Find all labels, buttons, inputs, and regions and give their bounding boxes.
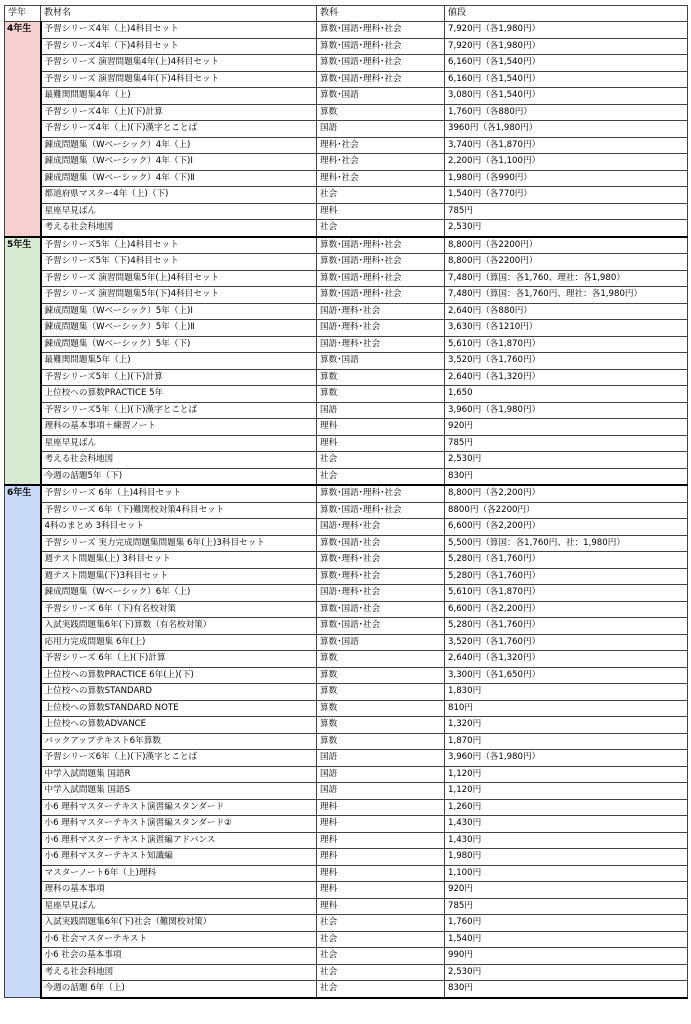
table-row [5, 552, 688, 569]
textbook-name-cell: 錬成問題集（Wベーシック）5年（下) [41, 336, 317, 353]
price-cell: 1,870円 [445, 733, 688, 750]
table-row [5, 452, 688, 469]
table-row [5, 981, 688, 998]
table-row [5, 931, 688, 948]
textbook-name-cell: 予習シリーズ 演習問題集4年(下)4科目セット [41, 71, 317, 88]
textbook-name-cell: 予習シリーズ5年（上)(下)漢字とことば [41, 402, 317, 419]
table-row [5, 121, 688, 138]
textbook-name-cell: 予習シリーズ4年（上)(下)計算 [41, 104, 317, 121]
subject-cell: 理科 [317, 799, 445, 816]
table-row [5, 468, 688, 485]
textbook-name-cell: 錬成問題集（Wベーシック）4年（上) [41, 137, 317, 154]
textbook-name-cell: 応用力完成問題集 6年(上) [41, 634, 317, 651]
header-row [5, 6, 688, 22]
subject-cell: 国語･理科･社会 [317, 585, 445, 602]
subject-cell: 算数･国語 [317, 353, 445, 370]
grade-label: 4年生 [5, 22, 41, 237]
textbook-name-cell: 上位校への算数STANDARD NOTE [41, 700, 317, 717]
table-row [5, 353, 688, 370]
subject-cell: 理科 [317, 898, 445, 915]
subject-cell: 算数 [317, 700, 445, 717]
price-cell: 6,160円（各1,540円） [445, 55, 688, 72]
table-row [5, 187, 688, 204]
table-row [5, 700, 688, 717]
table-row [5, 783, 688, 800]
header-subject: 教科 [317, 6, 445, 22]
table-row [5, 651, 688, 668]
table-row [5, 386, 688, 403]
table-row [5, 254, 688, 271]
subject-cell: 算数･国語･理科･社会 [317, 270, 445, 287]
price-cell: 785円 [445, 203, 688, 220]
price-cell: 2,200円（各1,100円） [445, 154, 688, 171]
price-cell: 1,320円 [445, 717, 688, 734]
price-cell: 3,300円（各1,650円） [445, 667, 688, 684]
table-row [5, 832, 688, 849]
textbook-name-cell: 予習シリーズ6年（上)(下)漢字とことば [41, 750, 317, 767]
table-row [5, 203, 688, 220]
subject-cell: 算数･国語･理科･社会 [317, 55, 445, 72]
textbook-name-cell: 錬成問題集（Wベーシック）4年（下)Ⅰ [41, 154, 317, 171]
price-cell: 1,540円 [445, 931, 688, 948]
price-cell: 2,530円 [445, 452, 688, 469]
subject-cell: 算数･国語･社会 [317, 618, 445, 635]
price-cell: 3,960円（各1,980円） [445, 402, 688, 419]
table-row [5, 915, 688, 932]
price-cell: 1,760円（各880円） [445, 104, 688, 121]
textbook-name-cell: 小6 理科マスターテキスト演習編スタンダード② [41, 816, 317, 833]
price-cell: 1,430円 [445, 832, 688, 849]
subject-cell: 算数 [317, 104, 445, 121]
price-cell: 5,610円（各1,870円） [445, 336, 688, 353]
subject-cell: 算数･国語･理科･社会 [317, 254, 445, 271]
subject-cell: 国語･理科･社会 [317, 336, 445, 353]
subject-cell: 算数･国語･理科･社会 [317, 502, 445, 519]
table-row [5, 22, 688, 39]
subject-cell: 国語 [317, 402, 445, 419]
textbook-name-cell: 今週の話題5年（下) [41, 468, 317, 485]
subject-cell: 理科 [317, 882, 445, 899]
price-cell: 3,960円（各1,980円） [445, 750, 688, 767]
table-row [5, 684, 688, 701]
price-cell: 2,530円 [445, 220, 688, 237]
textbook-name-cell: 4科のまとめ 3科目セット [41, 519, 317, 536]
table-row [5, 634, 688, 651]
subject-cell: 理科 [317, 435, 445, 452]
price-cell: 7,480円（算国：各1,760円、理社：各1,980円） [445, 287, 688, 304]
table-row [5, 964, 688, 981]
textbook-name-cell: 予習シリーズ5年（上)4科目セット [41, 237, 317, 254]
price-cell: 1,980円 [445, 849, 688, 866]
table-row [5, 667, 688, 684]
price-cell: 6,600円（各2,200円） [445, 601, 688, 618]
textbook-name-cell: 上位校への算数STANDARD [41, 684, 317, 701]
table-row [5, 485, 688, 502]
price-cell: 6,600円（各2,200円） [445, 519, 688, 536]
price-cell: 1,100円 [445, 865, 688, 882]
table-row [5, 816, 688, 833]
table-row [5, 948, 688, 965]
table-row [5, 882, 688, 899]
subject-cell: 国語 [317, 766, 445, 783]
textbook-name-cell: 上位校への算数PRACTICE 5年 [41, 386, 317, 403]
subject-cell: 国語 [317, 750, 445, 767]
table-row [5, 419, 688, 436]
price-cell: 2,640円（各1,320円） [445, 369, 688, 386]
subject-cell: 社会 [317, 452, 445, 469]
subject-cell: 算数 [317, 684, 445, 701]
subject-cell: 算数 [317, 717, 445, 734]
table-row [5, 104, 688, 121]
table-row [5, 435, 688, 452]
price-cell: 8,800円（各2200円） [445, 237, 688, 254]
textbook-name-cell: 小6 理科マスターテキスト演習編スタンダード [41, 799, 317, 816]
price-cell: 2,640円（各880円） [445, 303, 688, 320]
price-cell: 5,280円（各1,760円） [445, 618, 688, 635]
price-cell: 8800円（各2200円） [445, 502, 688, 519]
textbook-name-cell: 小6 社会の基本事項 [41, 948, 317, 965]
table-row [5, 601, 688, 618]
table-row [5, 287, 688, 304]
subject-cell: 算数･国語･理科･社会 [317, 485, 445, 502]
textbook-name-cell: 予習シリーズ4年（上)4科目セット [41, 22, 317, 39]
textbook-name-cell: 上位校への算数ADVANCE [41, 717, 317, 734]
price-cell: 3,520円（各1,760円） [445, 353, 688, 370]
table-row [5, 898, 688, 915]
table-body [5, 22, 688, 998]
price-cell: 2,640円（各1,320円） [445, 651, 688, 668]
price-cell: 920円 [445, 882, 688, 899]
subject-cell: 社会 [317, 964, 445, 981]
table-row [5, 336, 688, 353]
price-cell: 7,480円（算国：各1,760、理社：各1,980） [445, 270, 688, 287]
subject-cell: 算数･国語･理科･社会 [317, 38, 445, 55]
textbook-name-cell: 錬成問題集（Wベーシック）6年（上) [41, 585, 317, 602]
table-row [5, 717, 688, 734]
subject-cell: 算数 [317, 667, 445, 684]
table-row [5, 71, 688, 88]
subject-cell: 社会 [317, 981, 445, 998]
price-cell: 6,160円（各1,540円） [445, 71, 688, 88]
price-cell: 1,650 [445, 386, 688, 403]
subject-cell: 算数･理科･社会 [317, 568, 445, 585]
textbook-name-cell: 予習シリーズ4年（上)(下)漢字とことば [41, 121, 317, 138]
price-cell: 785円 [445, 898, 688, 915]
price-cell: 1,830円 [445, 684, 688, 701]
textbook-name-cell: 週テスト問題集(下)3科目セット [41, 568, 317, 585]
subject-cell: 算数･国語･理科･社会 [317, 71, 445, 88]
subject-cell: 社会 [317, 931, 445, 948]
subject-cell: 算数･国語･理科･社会 [317, 287, 445, 304]
table-row [5, 303, 688, 320]
subject-cell: 社会 [317, 948, 445, 965]
textbook-name-cell: 考える社会科地図 [41, 220, 317, 237]
textbook-name-cell: 錬成問題集（Wベーシック）5年（上)Ⅱ [41, 320, 317, 337]
table-row [5, 402, 688, 419]
price-cell: 1,120円 [445, 766, 688, 783]
textbook-name-cell: 入試実践問題集6年(下)算数（有名校対策） [41, 618, 317, 635]
table-row [5, 618, 688, 635]
table-row [5, 320, 688, 337]
price-cell: 810円 [445, 700, 688, 717]
textbook-name-cell: マスターノート6年（上)理科 [41, 865, 317, 882]
textbook-name-cell: 考える社会科地図 [41, 452, 317, 469]
price-cell: 1,540円（各770円） [445, 187, 688, 204]
subject-cell: 理科 [317, 419, 445, 436]
subject-cell: 算数 [317, 369, 445, 386]
subject-cell: 算数 [317, 386, 445, 403]
subject-cell: 社会 [317, 915, 445, 932]
textbook-name-cell: 考える社会科地図 [41, 964, 317, 981]
table-row [5, 220, 688, 237]
subject-cell: 算数･国語 [317, 634, 445, 651]
textbook-name-cell: 錬成問題集（Wベーシック）5年（上)Ⅰ [41, 303, 317, 320]
price-cell: 830円 [445, 468, 688, 485]
textbook-name-cell: 小6 社会マスターテキスト [41, 931, 317, 948]
textbook-name-cell: 今週の話題 6年（上) [41, 981, 317, 998]
subject-cell: 算数･国語･社会 [317, 601, 445, 618]
subject-cell: 国語 [317, 783, 445, 800]
subject-cell: 理科･社会 [317, 154, 445, 171]
price-cell: 785円 [445, 435, 688, 452]
textbook-name-cell: 予習シリーズ 実力完成問題集問題集 6年(上)3科目セット [41, 535, 317, 552]
subject-cell: 国語･理科･社会 [317, 519, 445, 536]
subject-cell: 算数･理科･社会 [317, 552, 445, 569]
price-cell: 920円 [445, 419, 688, 436]
textbook-name-cell: 週テスト問題集(上) 3科目セット [41, 552, 317, 569]
textbook-name-cell: 小6 理科マスターテキスト知識編 [41, 849, 317, 866]
subject-cell: 算数･国語･社会 [317, 535, 445, 552]
textbook-name-cell: 中学入試問題集 国語R [41, 766, 317, 783]
table-row [5, 369, 688, 386]
price-cell: 8,800円（各2,200円） [445, 485, 688, 502]
subject-cell: 算数 [317, 733, 445, 750]
textbook-name-cell: 星座早見ばん [41, 898, 317, 915]
subject-cell: 社会 [317, 468, 445, 485]
price-cell: 7,920円（各1,980円） [445, 38, 688, 55]
textbook-name-cell: 予習シリーズ 演習問題集4年(上)4科目セット [41, 55, 317, 72]
table-row [5, 766, 688, 783]
price-cell: 5,280円（各1,760円） [445, 568, 688, 585]
table-row [5, 38, 688, 55]
subject-cell: 国語･理科･社会 [317, 320, 445, 337]
textbook-name-cell: 予習シリーズ5年（上)(下)計算 [41, 369, 317, 386]
subject-cell: 国語 [317, 121, 445, 138]
table-row [5, 750, 688, 767]
subject-cell: 理科･社会 [317, 170, 445, 187]
price-cell: 990円 [445, 948, 688, 965]
price-cell: 3,740円（各1,870円） [445, 137, 688, 154]
textbook-name-cell: 最難関問題集4年（上) [41, 88, 317, 105]
subject-cell: 算数･国語･理科･社会 [317, 22, 445, 39]
subject-cell: 理科 [317, 849, 445, 866]
textbook-price-table [4, 5, 688, 999]
subject-cell: 国語･理科･社会 [317, 303, 445, 320]
table-row [5, 55, 688, 72]
textbook-name-cell: 予習シリーズ 演習問題集5年(上)4科目セット [41, 270, 317, 287]
subject-cell: 社会 [317, 187, 445, 204]
textbook-name-cell: 上位校への算数PRACTICE 6年(上)(下) [41, 667, 317, 684]
price-cell: 5,610円（各1,870円） [445, 585, 688, 602]
textbook-name-cell: 予習シリーズ5年（下)4科目セット [41, 254, 317, 271]
price-cell: 1,980円（各990円） [445, 170, 688, 187]
subject-cell: 理科 [317, 832, 445, 849]
table-row [5, 137, 688, 154]
textbook-name-cell: 予習シリーズ 6年（下)有名校対策 [41, 601, 317, 618]
textbook-name-cell: 予習シリーズ 6年（下)難関校対策4科目セット [41, 502, 317, 519]
table-row [5, 733, 688, 750]
textbook-name-cell: 中学入試問題集 国語S [41, 783, 317, 800]
textbook-name-cell: 星座早見ばん [41, 435, 317, 452]
price-cell: 3,630円（各1210円） [445, 320, 688, 337]
price-cell: 3960円（各1,980円） [445, 121, 688, 138]
price-cell: 3,520円（各1,760円） [445, 634, 688, 651]
grade-label: 5年生 [5, 237, 41, 486]
table-row [5, 270, 688, 287]
textbook-price-sheet [4, 5, 687, 999]
subject-cell: 算数･国語･理科･社会 [317, 237, 445, 254]
subject-cell: 理科 [317, 203, 445, 220]
table-row [5, 535, 688, 552]
table-row [5, 519, 688, 536]
price-cell: 1,760円 [445, 915, 688, 932]
subject-cell: 理科･社会 [317, 137, 445, 154]
price-cell: 3,080円（各1,540円） [445, 88, 688, 105]
price-cell: 8,800円（各2200円） [445, 254, 688, 271]
header-name: 教材名 [41, 6, 317, 22]
textbook-name-cell: 錬成問題集（Wベーシック）4年（下)Ⅱ [41, 170, 317, 187]
textbook-name-cell: 予習シリーズ 6年（上)(下)計算 [41, 651, 317, 668]
price-cell: 1,430円 [445, 816, 688, 833]
textbook-name-cell: バックアップテキスト6年算数 [41, 733, 317, 750]
subject-cell: 理科 [317, 865, 445, 882]
table-row [5, 502, 688, 519]
textbook-name-cell: 最難関問題集5年（上) [41, 353, 317, 370]
textbook-name-cell: 小6 理科マスターテキスト演習編アドバンス [41, 832, 317, 849]
subject-cell: 算数･国語 [317, 88, 445, 105]
table-row [5, 799, 688, 816]
subject-cell: 理科 [317, 816, 445, 833]
subject-cell: 算数 [317, 651, 445, 668]
price-cell: 830円 [445, 981, 688, 998]
grade-label: 6年生 [5, 485, 41, 998]
table-row [5, 154, 688, 171]
price-cell: 5,500円（算国：各1,760円、社：1,980円） [445, 535, 688, 552]
subject-cell: 社会 [317, 220, 445, 237]
textbook-name-cell: 理科の基本事項 [41, 882, 317, 899]
price-cell: 7,920円（各1,980円） [445, 22, 688, 39]
table-row [5, 849, 688, 866]
table-row [5, 88, 688, 105]
textbook-name-cell: 入試実践問題集6年(下)社会（難関校対策） [41, 915, 317, 932]
table-row [5, 568, 688, 585]
textbook-name-cell: 星座早見ばん [41, 203, 317, 220]
price-cell: 5,280円（各1,760円） [445, 552, 688, 569]
header-price: 値段 [445, 6, 688, 22]
price-cell: 1,260円 [445, 799, 688, 816]
table-row [5, 170, 688, 187]
table-row [5, 237, 688, 254]
price-cell: 1,120円 [445, 783, 688, 800]
table-row [5, 865, 688, 882]
textbook-name-cell: 理科の基本事項＋練習ノート [41, 419, 317, 436]
price-cell: 2,530円 [445, 964, 688, 981]
textbook-name-cell: 都道府県マスター4年（上)（下) [41, 187, 317, 204]
textbook-name-cell: 予習シリーズ4年（下)4科目セット [41, 38, 317, 55]
textbook-name-cell: 予習シリーズ 6年（上)4科目セット [41, 485, 317, 502]
header-grade: 学年 [5, 6, 41, 22]
textbook-name-cell: 予習シリーズ 演習問題集5年(下)4科目セット [41, 287, 317, 304]
table-row [5, 585, 688, 602]
